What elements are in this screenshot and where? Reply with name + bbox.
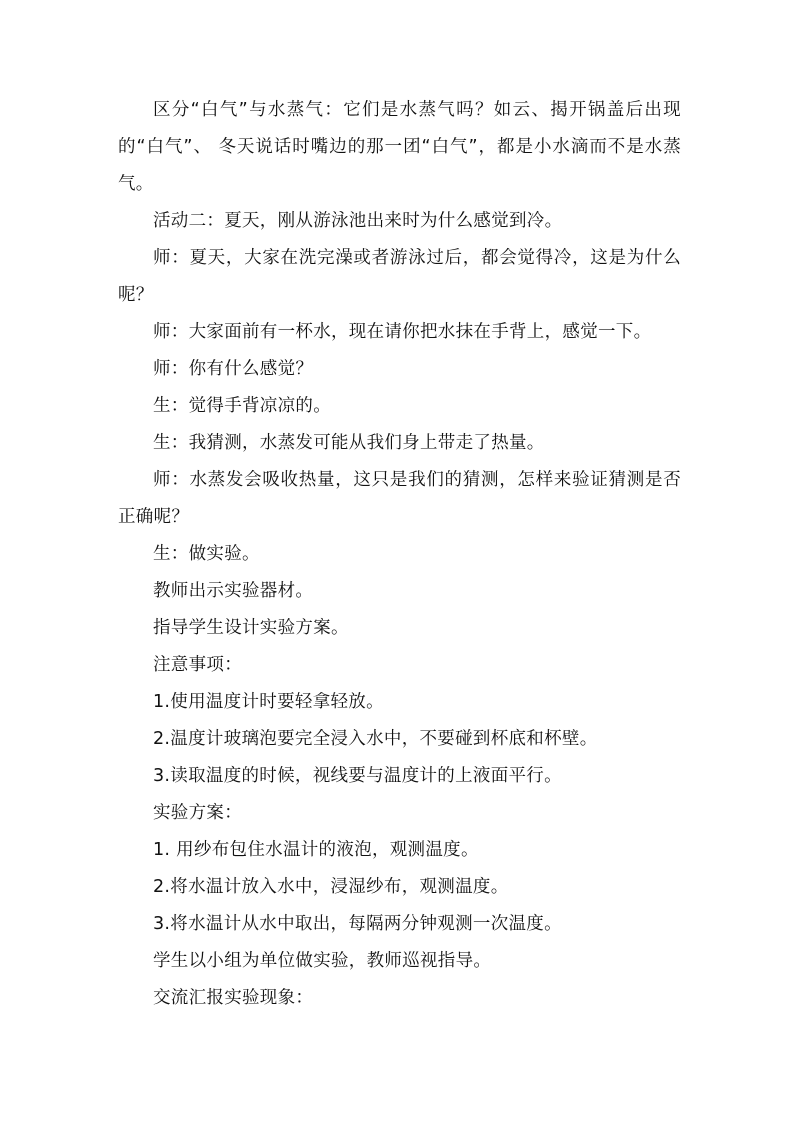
paragraph-teacher-cup-of-water: 师：大家面前有一杯水，现在请你把水抹在手背上，感觉一下。 [153,322,652,342]
paragraph-plan-step-2: 2.将水温计放入水中，浸湿纱布，观测温度。 [153,877,509,897]
paragraph-teacher-question-summer: 师：夏天，大家在洗完澡或者游泳过后，都会觉得冷，这是为什么呢？ [118,248,681,305]
paragraph-teacher-feeling: 师：你有什么感觉？ [153,359,314,379]
paragraph-plan-step-3: 3.将水温计从水中取出，每隔两分钟观测一次温度。 [153,914,562,934]
paragraph-teacher-shows-equipment: 教师出示实验器材。 [153,581,314,601]
paragraph-student-guess: 生：我猜测，水蒸发可能从我们身上带走了热量。 [153,433,545,453]
paragraph-precautions-heading: 注意事项： [153,655,242,675]
paragraph-teacher-verify: 师：水蒸发会吸收热量，这只是我们的猜测，怎样来验证猜测是否正确呢？ [118,470,681,527]
paragraph-report-phenomena: 交流汇报实验现象： [153,988,314,1008]
paragraph-plan-heading: 实验方案： [153,803,242,823]
paragraph-precaution-2: 2.温度计玻璃泡要完全浸入水中，不要碰到杯底和杯壁。 [153,729,598,749]
paragraph-distinguish-white-gas: 区分“白气”与水蒸气：它们是水蒸气吗？如云、揭开锅盖后出现的“白气”、 冬天说话时嘴边的那一团“白气”，都是小水滴而不是水蒸气。 [118,100,681,194]
paragraph-student-experiment: 生：做实验。 [153,544,260,564]
paragraph-precaution-1: 1.使用温度计时要轻拿轻放。 [153,692,384,712]
paragraph-activity-two: 活动二：夏天，刚从游泳池出来时为什么感觉到冷。 [153,211,563,231]
paragraph-group-experiment: 学生以小组为单位做实验，教师巡视指导。 [153,951,492,971]
paragraph-precaution-3: 3.读取温度的时候，视线要与温度计的上液面平行。 [153,766,562,786]
paragraph-guide-design: 指导学生设计实验方案。 [153,618,349,638]
paragraph-student-cool: 生：觉得手背凉凉的。 [153,396,331,416]
paragraph-plan-step-1: 1. 用纱布包住水温计的液泡，观测温度。 [153,840,479,860]
document-body [118,92,681,1017]
